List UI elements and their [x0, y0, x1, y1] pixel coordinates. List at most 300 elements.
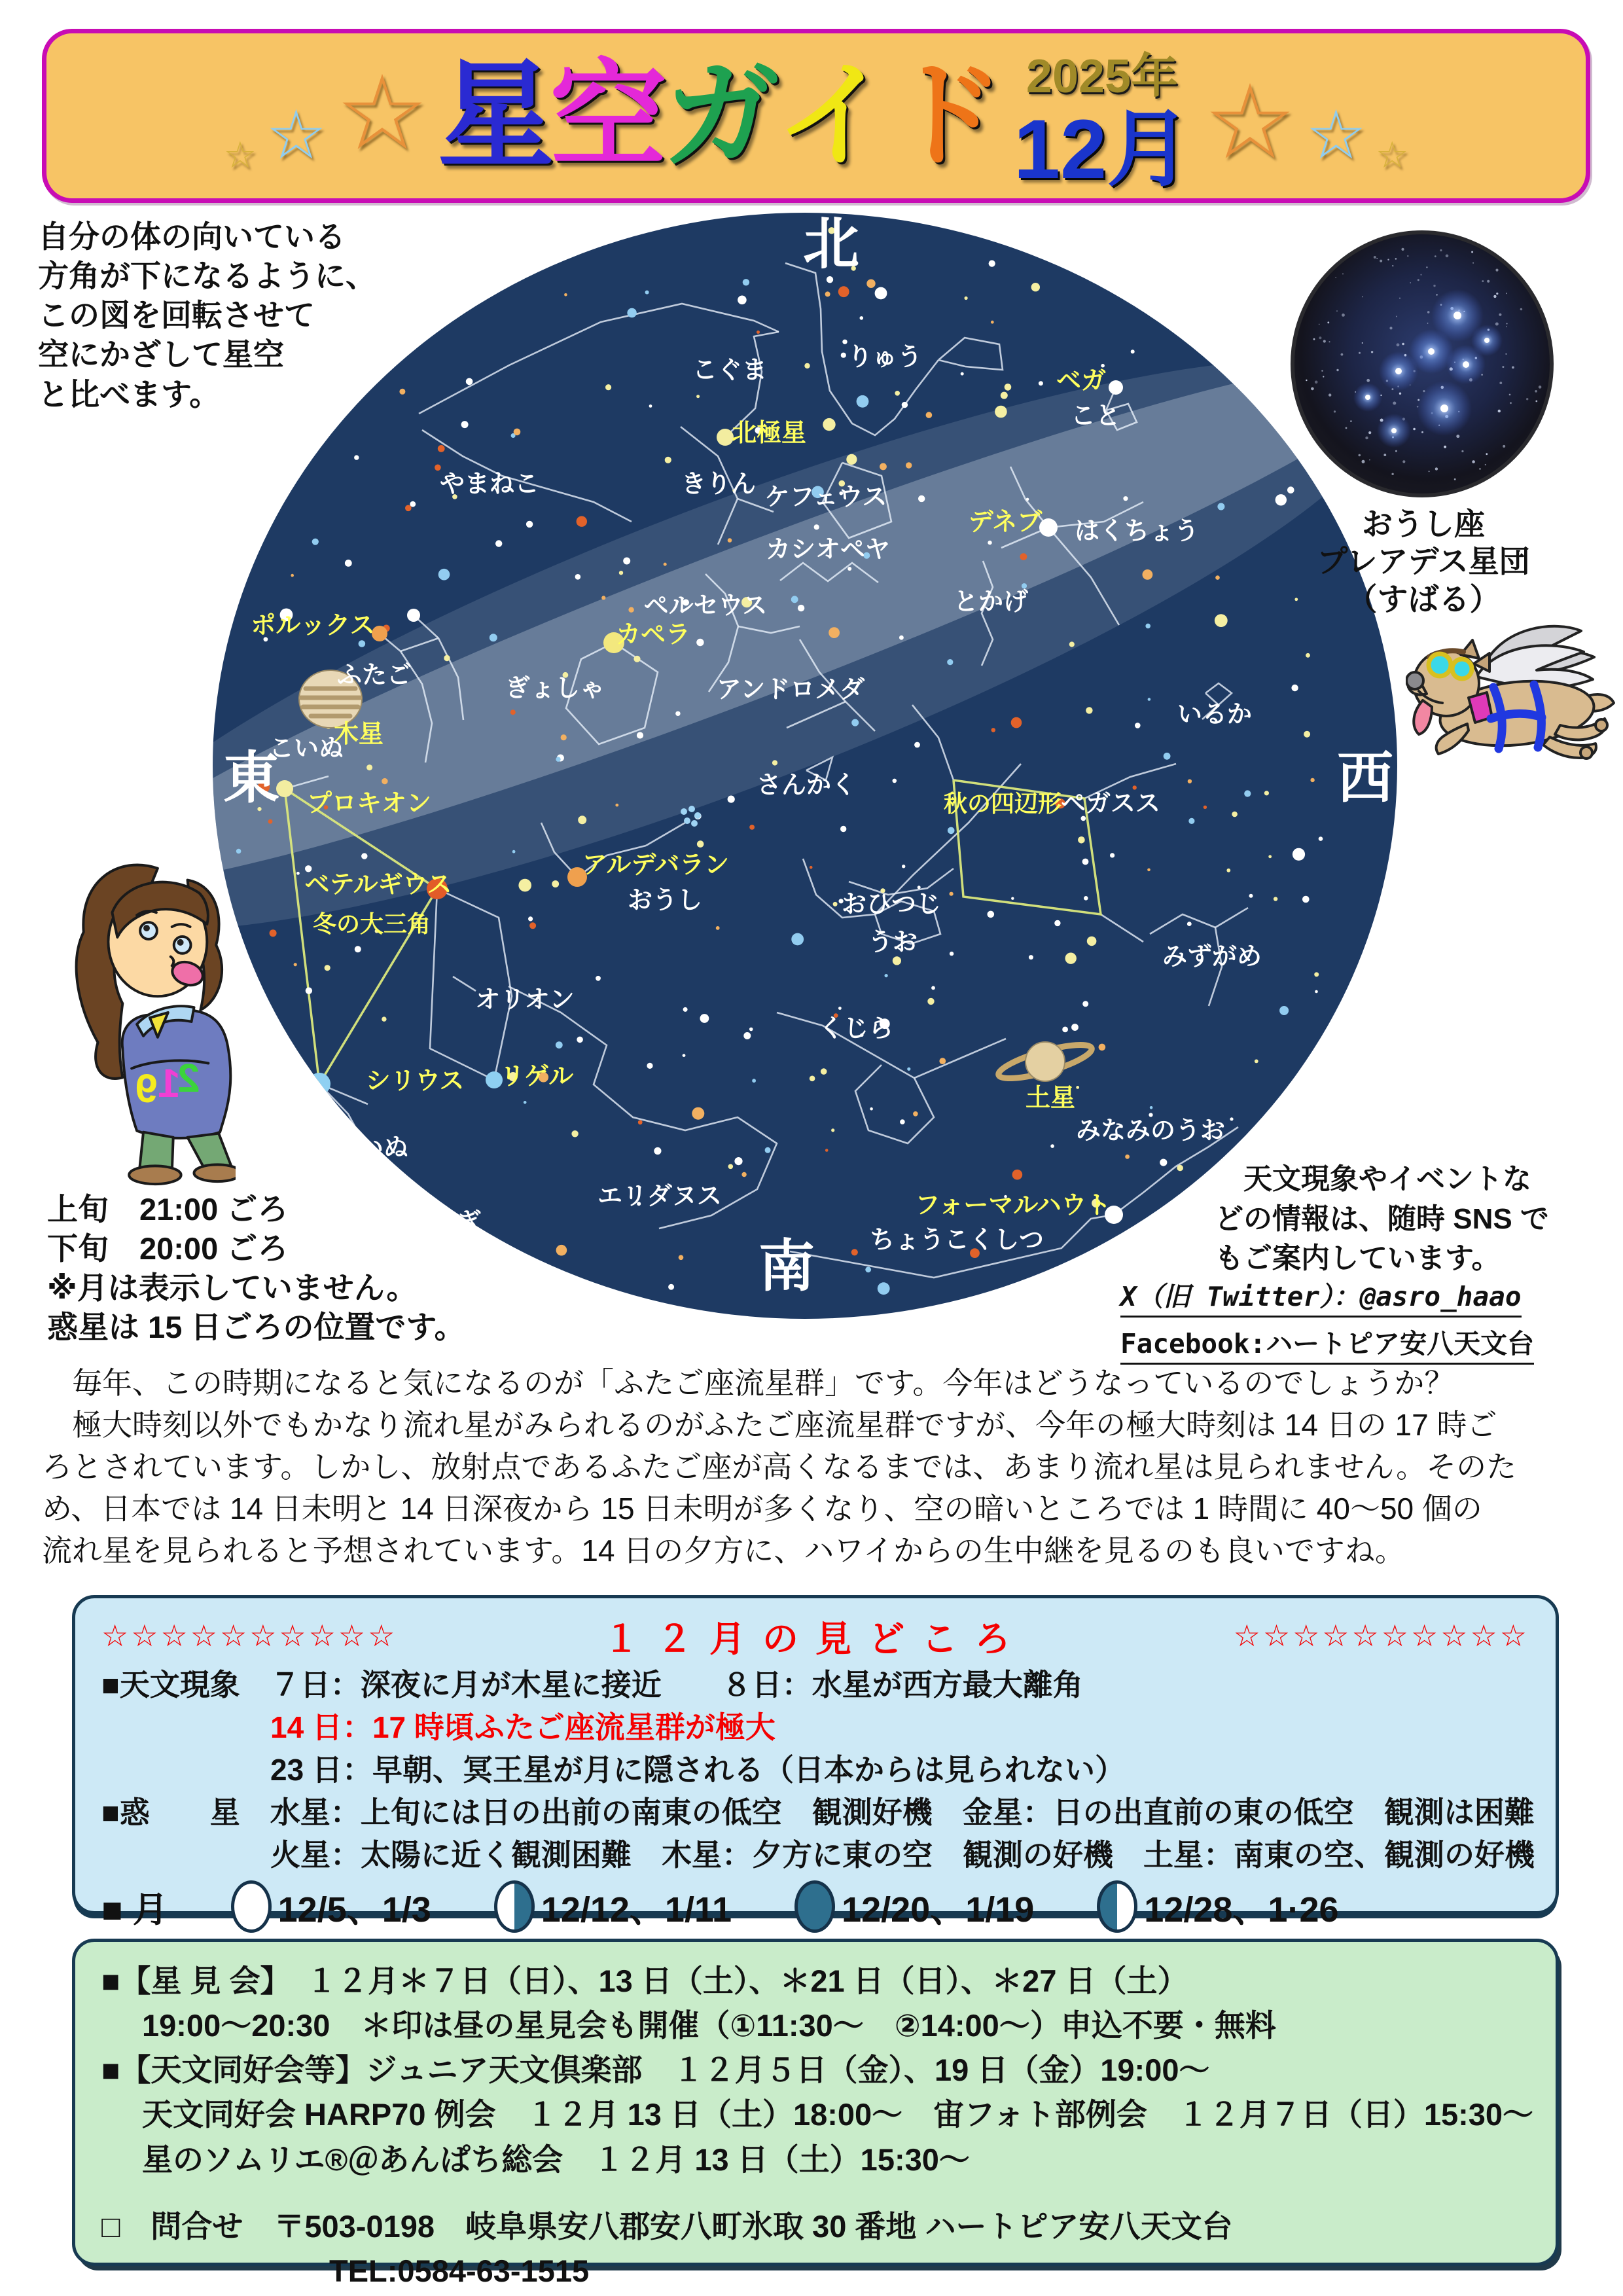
- star-dot: [366, 764, 372, 770]
- star-dot: [825, 291, 830, 296]
- event-line-stargazing: ■【星 見 会】 １２月＊７日（日）、13 日（土）、＊21 日（日）、＊27 日（土）: [101, 1964, 1188, 1998]
- intro-line: と比べます。: [38, 376, 221, 412]
- star-dot: [1078, 836, 1085, 844]
- highlight-row-planets: ■惑 星 水星：上旬には日の出前の南東の低空 観測好機 金星：日の出直前の東の低空 観測は困難: [101, 1795, 1535, 1829]
- star-dot: [841, 353, 846, 358]
- star-dot: [885, 974, 888, 977]
- star-dot: [1249, 894, 1253, 898]
- star-dot: [1215, 614, 1228, 627]
- star-dot: [846, 454, 857, 465]
- pleiades-caption: [1263, 505, 1584, 618]
- star-dot: [989, 260, 995, 267]
- star-dot: [741, 1172, 746, 1177]
- event-line-clubs: ■【天文同好会等】ジュニア天文倶楽部 １２月５日（金）、19 日（金）19:00～: [101, 2053, 1210, 2088]
- star-dot: [556, 1041, 563, 1049]
- star-dot: [438, 445, 445, 452]
- star-dot: [829, 627, 840, 638]
- star-dot: [696, 395, 700, 398]
- star-dot: [1026, 498, 1029, 501]
- star-dot: [1150, 1106, 1153, 1109]
- star-icon: ☆: [265, 98, 327, 173]
- constellation-label: ケフェウス: [764, 484, 887, 511]
- star-dot: [1123, 496, 1128, 501]
- star-dot: [851, 1249, 858, 1255]
- star-dot: [857, 395, 869, 408]
- star-dot: [899, 636, 904, 640]
- star-dot: [991, 321, 994, 324]
- star-dot: [995, 406, 1007, 418]
- star-dot: [628, 607, 633, 613]
- constellation-label: 土星: [1025, 1085, 1076, 1112]
- star-dot: [577, 516, 587, 527]
- constellation-label: みなみのうお: [1075, 1117, 1226, 1145]
- star-dot: [1268, 855, 1272, 858]
- star-icon: ☆: [1305, 98, 1367, 173]
- star-dot: [893, 779, 897, 783]
- star-dot: [914, 742, 920, 748]
- pleiades-caption-line: おうし座: [1362, 507, 1485, 541]
- star-dot: [270, 929, 277, 937]
- star-dot: [1125, 1155, 1130, 1159]
- constellation-label: カペラ: [615, 621, 691, 649]
- named-star-シリウス: [308, 1073, 330, 1095]
- constellation-label: ベテルギウス: [304, 871, 452, 899]
- star-dot: [1226, 869, 1230, 872]
- last-quarter-moon-icon: [494, 1880, 535, 1933]
- moon-date: 12/5、1/3: [277, 1890, 431, 1929]
- pleiades-cluster-dot: [684, 817, 690, 824]
- constellation-label: 冬の大三角: [312, 910, 431, 937]
- svg-text:2: 2: [177, 1056, 200, 1102]
- star-dot: [1230, 1117, 1233, 1121]
- star-dot: [291, 574, 294, 577]
- pleiades-photo: [1291, 230, 1554, 497]
- star-dot: [1319, 836, 1323, 841]
- star-dot: [1244, 790, 1251, 797]
- star-dot: [638, 1120, 643, 1124]
- flying-dog-illustration: [1406, 614, 1615, 784]
- constellation-label: ベガ: [1056, 367, 1107, 395]
- intro-line: 空にかざして星空: [38, 337, 284, 372]
- star-dot: [1071, 1024, 1079, 1031]
- constellation-label: うお: [867, 929, 918, 956]
- star-dot: [734, 1157, 742, 1165]
- star-dot: [1020, 553, 1027, 560]
- star-dot: [1215, 575, 1220, 580]
- star-dot: [355, 946, 361, 952]
- constellation-label: ぎょしゃ: [505, 675, 605, 702]
- star-dot: [306, 988, 312, 994]
- star-dot: [1005, 384, 1012, 391]
- intro-line: 方角が下になるように、: [38, 259, 376, 294]
- star-dot: [556, 1245, 567, 1256]
- star-dot: [1131, 350, 1135, 353]
- star-dot: [900, 1119, 905, 1124]
- direction-label-南: 南: [758, 1235, 815, 1298]
- star-dot: [827, 276, 833, 283]
- star-dot: [948, 827, 955, 834]
- star-dot: [804, 363, 810, 368]
- star-dot: [847, 567, 851, 571]
- star-dot: [1099, 1044, 1106, 1051]
- star-dot: [1302, 896, 1310, 903]
- facebook-handle[interactable]: Facebook:ハートピア安八天文台: [1120, 1322, 1534, 1365]
- star-dot: [461, 421, 469, 428]
- star-dot: [637, 732, 643, 738]
- star-dot: [410, 501, 416, 507]
- sns-line: 天文現象やイベントな: [1243, 1163, 1531, 1195]
- star-dot: [1164, 753, 1171, 760]
- star-dot: [683, 1007, 688, 1012]
- star-dot: [939, 1058, 946, 1064]
- star-dot: [1054, 920, 1060, 926]
- star-dot: [926, 412, 933, 418]
- star-dot: [236, 849, 241, 854]
- constellation-label: プロキオン: [306, 790, 432, 817]
- star-dot: [466, 378, 473, 386]
- star-dot: [870, 1107, 873, 1111]
- constellation-label: はくちょう: [1074, 518, 1200, 545]
- svg-text:9: 9: [135, 1066, 158, 1112]
- star-dot: [1315, 990, 1318, 994]
- star-dot: [529, 922, 536, 929]
- star-dot: [918, 495, 925, 502]
- star-dot: [1255, 1060, 1258, 1064]
- star-dot: [1065, 953, 1077, 964]
- star-dot: [728, 796, 735, 803]
- highlights-box: [72, 1595, 1559, 1929]
- constellation-label: りゅう: [847, 344, 923, 371]
- constellation-label: こいぬ: [268, 735, 344, 762]
- star-dot: [1076, 1086, 1079, 1089]
- star-dot: [860, 316, 864, 320]
- star-dot: [361, 853, 367, 859]
- star-dot: [514, 429, 521, 436]
- star-dot: [510, 709, 516, 715]
- star-dot: [359, 640, 366, 647]
- star-dot: [325, 965, 330, 971]
- star-dot: [268, 819, 273, 824]
- star-dot: [354, 455, 359, 459]
- moon-date: 12/20、1/19: [842, 1890, 1035, 1929]
- constellation-label: ペルセウス: [643, 592, 768, 620]
- sns-note: [1215, 1160, 1607, 1279]
- star-dot: [1084, 896, 1088, 901]
- star-dot: [1279, 1006, 1289, 1015]
- star-dot: [1274, 897, 1277, 901]
- star-icon: ☆: [1204, 65, 1296, 180]
- star-dot: [526, 521, 533, 528]
- star-dot: [814, 524, 819, 529]
- star-dot: [906, 462, 912, 468]
- star-dot: [927, 998, 934, 1005]
- event-line-harp70: 天文同好会 HARP70 例会 １２月 13 日（土）18:00～ 宙フォト部例会 １２月７日（日）15:30～: [142, 2097, 1534, 2132]
- star-row-right: ☆☆☆☆☆☆☆☆☆☆: [1233, 1619, 1529, 1653]
- constellation-label: オリオン: [475, 986, 575, 1014]
- star-dot: [918, 886, 921, 889]
- star-dot: [490, 634, 497, 641]
- star-dot: [907, 1067, 910, 1071]
- contact-line-phone: TEL:0584-63-1515: [329, 2253, 590, 2288]
- star-dot: [623, 558, 630, 565]
- paragraph-line: ろとされています。しかし、放射点であるふたご座が高くなるまでは、あまり流れ星は見られません。そのた: [42, 1449, 1517, 1484]
- star-dot: [1012, 1170, 1023, 1180]
- star-dot: [738, 296, 747, 305]
- constellation-label: ふたご: [336, 662, 412, 689]
- star-dot: [577, 1037, 583, 1043]
- twitter-handle[interactable]: X（旧 Twitter）：@asro_haao: [1120, 1275, 1522, 1318]
- star-dot: [1314, 972, 1319, 977]
- star-dot: [749, 1028, 753, 1031]
- constellation-label: みずがめ: [1162, 943, 1262, 971]
- pleiades-cluster-dot: [694, 812, 701, 819]
- constellation-label: おうし: [627, 887, 703, 914]
- star-dot: [512, 850, 516, 853]
- note-line: 惑星は 15 日ごろの位置です。: [47, 1310, 465, 1345]
- star-dot: [931, 986, 935, 990]
- star-dot: [399, 389, 405, 395]
- highlight-row-pluto: 23 日：早朝、冥王星が月に隠される（日本からは見られない）: [270, 1752, 1125, 1787]
- star-dot: [382, 1016, 386, 1021]
- constellation-label: いるか: [1177, 701, 1253, 728]
- star-dot: [823, 418, 835, 431]
- note-line: 上旬 21:00 ごろ: [47, 1192, 289, 1227]
- star-dot: [913, 1111, 918, 1117]
- star-dot: [1001, 392, 1008, 399]
- star-dot: [575, 574, 581, 580]
- star-dot: [902, 402, 908, 408]
- header-month: 12月: [1013, 102, 1191, 196]
- star-dot: [1133, 785, 1137, 789]
- star-dot: [1050, 1144, 1054, 1148]
- star-dot: [1304, 731, 1310, 738]
- star-row-left: ☆☆☆☆☆☆☆☆☆☆: [101, 1619, 398, 1653]
- star-dot: [716, 926, 720, 930]
- constellation-label: うさぎ: [406, 1209, 482, 1236]
- star-dot: [1149, 1113, 1152, 1117]
- named-star-カストル: [407, 609, 420, 622]
- star-dot: [875, 287, 887, 300]
- star-dot: [842, 340, 847, 344]
- constellation-label: リゲル: [499, 1063, 574, 1090]
- star-dot: [495, 540, 502, 547]
- constellation-label: やまねこ: [439, 471, 540, 498]
- star-dot: [1293, 848, 1305, 861]
- highlight-row-phenomena: ■天文現象 ７日：深夜に月が木星に接近 ８日：水星が西方最大離角: [101, 1667, 1083, 1702]
- star-dot: [752, 1079, 756, 1083]
- star-dot: [696, 639, 704, 646]
- star-dot: [1029, 955, 1033, 960]
- new-moon-icon: [794, 1880, 835, 1933]
- star-dot: [1087, 937, 1097, 946]
- star-dot: [757, 331, 760, 334]
- star-dot: [798, 605, 804, 611]
- star-dot: [700, 1014, 709, 1023]
- highlight-row-geminids: 14 日：17 時頃ふたご座流星群が極大: [270, 1710, 776, 1744]
- star-dot: [665, 457, 671, 463]
- star-dot: [865, 1266, 871, 1272]
- star-dot: [1011, 717, 1022, 728]
- paragraph-line: 極大時刻以外でもかなり流れ星がみられるのがふたご座流星群ですが、今年の極大時刻は 14 日の 17 時ご: [42, 1407, 1497, 1442]
- constellation-label: シリウス: [365, 1067, 465, 1095]
- star-dot: [647, 1063, 652, 1069]
- star-dot: [950, 952, 954, 956]
- star-dot: [1188, 780, 1192, 783]
- star-dot: [1217, 503, 1224, 511]
- star-dot: [743, 1032, 751, 1039]
- star-dot: [1082, 1001, 1088, 1007]
- star-dot: [619, 571, 623, 575]
- star-dot: [627, 308, 636, 317]
- star-dot: [596, 976, 601, 981]
- title-char: 空: [550, 50, 663, 181]
- title-char: イ: [775, 50, 888, 181]
- star-dot: [615, 804, 618, 807]
- star-dot: [1187, 922, 1192, 926]
- star-dot: [749, 825, 755, 830]
- star-dot: [571, 1130, 578, 1137]
- star-dot: [649, 404, 652, 408]
- star-dot: [1264, 791, 1269, 795]
- moon-phase-row: [101, 1880, 1529, 1933]
- star-dot: [1188, 818, 1194, 824]
- star-dot: [791, 933, 804, 946]
- constellation-label: こぐま: [692, 357, 768, 384]
- star-icon: ☆: [336, 56, 429, 171]
- star-dot: [810, 866, 813, 869]
- star-dot: [679, 1255, 684, 1261]
- star-dot: [831, 1128, 834, 1132]
- star-dot: [697, 840, 704, 848]
- star-dot: [1147, 869, 1150, 872]
- star-dot: [821, 1068, 827, 1075]
- contact-line-address: □ 問合せ 〒503-0198 岐阜県安八郡安八町氷取 30 番地 ハートピア安八天文台: [101, 2208, 1233, 2244]
- note-line: ※月は表示していません。: [47, 1270, 418, 1306]
- constellation-label: おおいぬ: [308, 1134, 409, 1162]
- star-icon: ☆: [223, 134, 257, 175]
- star-dot: [675, 711, 680, 716]
- star-dot: [552, 880, 559, 888]
- pleiades-cluster-dot: [681, 808, 687, 815]
- star-dot: [692, 1107, 704, 1120]
- paragraph-line: 流れ星を見られると予想されています。14 日の夕方に、ハワイからの生中継を見るのも良いですね。: [42, 1533, 1405, 1568]
- star-dot: [654, 1147, 661, 1155]
- star-dot: [438, 569, 450, 581]
- constellation-label: アンドロメダ: [716, 676, 865, 704]
- note-line: 下旬 20:00 ごろ: [47, 1231, 289, 1266]
- star-dot: [1232, 812, 1238, 817]
- constellation-label: さんかく: [756, 772, 857, 799]
- star-dot: [1086, 707, 1092, 713]
- event-line-stargazing-times: 19:00～20:30 ＊印は昼の星見会も開催（①11:30～ ②14:00～）申込不要・無料: [142, 2008, 1276, 2043]
- star-dot: [833, 902, 838, 906]
- constellation-label: くじら: [818, 1015, 894, 1043]
- sns-line: どの情報は、随時 SNS で: [1215, 1202, 1549, 1235]
- direction-label-西: 西: [1337, 747, 1393, 810]
- pleiades-caption-line: プレアデス星団: [1317, 544, 1530, 579]
- paragraph-line: め、日本では 14 日未明と 14 日深夜から 15 日未明が多くなり、空の暗いところでは 1 時間に 40～50 個の: [42, 1491, 1482, 1526]
- constellation-label: アルデバラン: [582, 852, 730, 879]
- highlights-title: １２月の見どころ: [603, 1618, 1027, 1659]
- star-dot: [645, 291, 649, 295]
- pleiades-cluster-dot: [688, 806, 695, 812]
- star-dot: [947, 659, 953, 665]
- star-dot: [683, 1054, 686, 1057]
- star-dot: [444, 655, 450, 661]
- star-dot: [633, 656, 640, 662]
- first-quarter-moon-icon: [1097, 1880, 1137, 1933]
- star-dot: [851, 719, 859, 726]
- title-char: ド: [887, 50, 1001, 181]
- star-dot: [1177, 1165, 1183, 1172]
- star-dot: [1143, 569, 1153, 580]
- highlight-row-planets2: 火星：太陽に近く観測困難 木星：夕方に東の空 観測の好機 土星：南東の空、観測の好機: [270, 1837, 1535, 1872]
- star-icon: ☆: [1376, 134, 1409, 175]
- star-dot: [772, 760, 777, 765]
- events-box: [72, 1939, 1559, 2288]
- star-dot: [668, 1284, 674, 1290]
- star-dot: [518, 879, 531, 892]
- header-year: 2025年: [1026, 50, 1179, 103]
- star-dot: [296, 872, 300, 875]
- star-dot: [840, 826, 846, 832]
- star-dot: [556, 757, 560, 761]
- star-dot: [312, 539, 319, 545]
- intro-line: 自分の体の向いている: [38, 219, 346, 254]
- pleiades-cluster-dot: [691, 820, 698, 827]
- title-char: ガ: [662, 50, 776, 181]
- star-dot: [880, 463, 887, 471]
- constellation-label: エリダヌス: [597, 1183, 722, 1210]
- star-dot: [950, 892, 954, 896]
- constellation-label: カシオペヤ: [765, 536, 891, 564]
- star-dot: [902, 865, 905, 868]
- star-dot: [561, 734, 567, 740]
- star-dot: [345, 560, 352, 567]
- star-dot: [564, 293, 567, 296]
- star-dot: [1135, 723, 1141, 728]
- constellation-label: こと: [1070, 403, 1121, 430]
- constellation-label: デネブ: [968, 509, 1043, 536]
- star-dot: [765, 1147, 771, 1153]
- star-dot: [838, 286, 849, 297]
- direction-label-東: 東: [223, 747, 279, 810]
- title-char: 星: [437, 50, 550, 181]
- paragraph-line: 毎年、この時期になると気になるのが「ふたご座流星群」です。今年はどうなっているのでしょうか？: [42, 1366, 1455, 1400]
- star-dot: [895, 391, 900, 396]
- star-dot: [961, 372, 964, 376]
- moon-date: 12/12、1/11: [541, 1890, 732, 1929]
- chart-notes: [47, 1190, 544, 1348]
- event-line-sommelier: 星のソムリエ®＠あんぱち総会 １２月 13 日（土）15:30～: [142, 2142, 970, 2177]
- star-dot: [1039, 381, 1043, 386]
- constellation-label: 木星: [333, 721, 384, 748]
- direction-label-北: 北: [803, 213, 859, 276]
- full-moon-icon: [231, 1880, 272, 1933]
- star-dot: [601, 596, 605, 600]
- star-dot: [810, 1076, 815, 1082]
- star-dot: [405, 505, 412, 512]
- star-dot: [728, 538, 732, 543]
- star-dot: [664, 563, 667, 566]
- star-dot: [965, 296, 968, 300]
- constellation-label: フォーマルハウト: [915, 1192, 1111, 1219]
- intro-line: この図を回転させて: [38, 298, 315, 333]
- star-dot: [1204, 806, 1207, 809]
- star-dot: [1062, 1027, 1068, 1033]
- sns-line: もご案内しています。: [1215, 1242, 1501, 1275]
- star-dot: [988, 911, 995, 918]
